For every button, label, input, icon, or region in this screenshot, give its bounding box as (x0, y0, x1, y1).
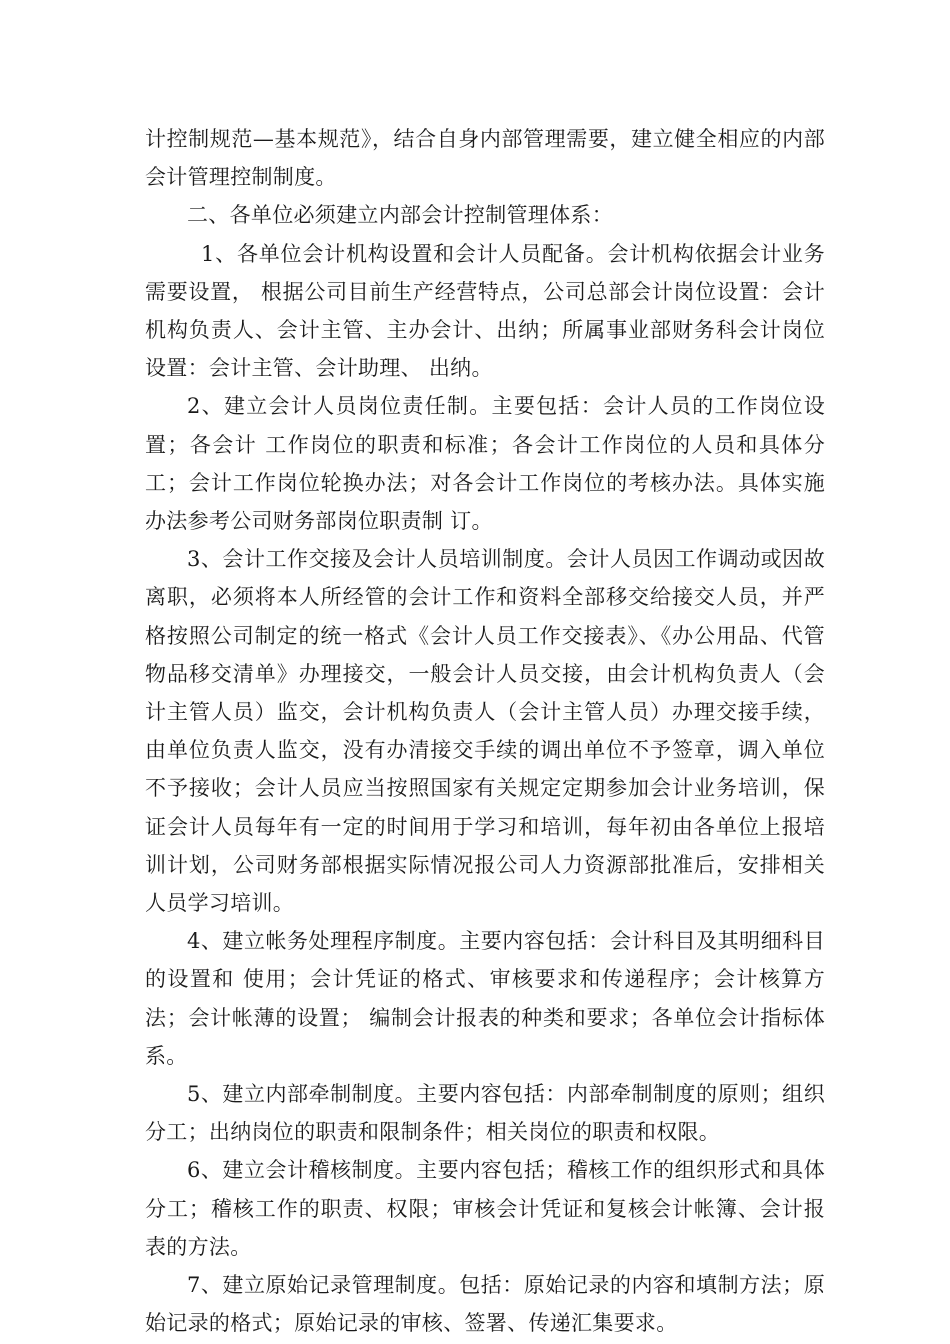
paragraph-continuation: 计控制规范—基本规范》，结合自身内部管理需要，建立健全相应的内部会计管理控制制度。 (145, 127, 825, 190)
paragraph-item-2: 2、建立会计人员岗位责任制。主要包括：会计人员的工作岗位设置；各会计 工作岗位的职责和标准；各会计工作岗位的人员和具体分工；会计工作岗位轮换办法；对各会计工作岗位的考核办法。具体实施办法参考公司财务部岗位职责制 订。 (145, 394, 825, 534)
body-text (145, 120, 825, 1343)
section-heading: 二、各单位必须建立内部会计控制管理体系： (187, 203, 613, 228)
paragraph-item-3: 3、会计工作交接及会计人员培训制度。会计人员因工作调动或因故离职，必须将本人所经管的会计工作和资料全部移交给接交人员，并严格按照公司制定的统一格式《会计人员工作交接表》、《办公用品、代管物品移交清单》办理接交，一般会计人员交接，由会计机构负责人（会计主管人员）监交，会计机构负责人（会计主管人员）办理交接手续，由单位负责人监交，没有办清接交手续的调出单位不予签章，调入单位不予接收；会计人员应当按照国家有关规定定期参加会计业务培训，保证会计人员每年有一定的时间用于学习和培训，每年初由各单位上报培训计划，公司财务部根据实际情况报公司人力资源部批准后，安排相关人员学习培训。 (145, 547, 825, 916)
paragraph-item-6: 6、建立会计稽核制度。主要内容包括；稽核工作的组织形式和具体分工；稽核工作的职责、权限；审核会计凭证和复核会计帐簿、会计报表的方法。 (145, 1158, 825, 1259)
paragraph-item-4: 4、建立帐务处理程序制度。主要内容包括：会计科目及其明细科目的设置和 使用；会计凭证的格式、审核要求和传递程序；会计核算方法；会计帐薄的设置； 编制会计报表的种类和要求；各单位会计指标体系。 (145, 929, 825, 1068)
paragraph-item-5: 5、建立内部牵制制度。主要内容包括：内部牵制制度的原则；组织分工；出纳岗位的职责和限制条件；相关岗位的职责和权限。 (145, 1082, 825, 1145)
paragraph-item-7: 7、建立原始记录管理制度。包括：原始记录的内容和填制方法；原始记录的格式；原始记录的审核、签署、传递汇集要求。 (145, 1273, 825, 1336)
paragraph-item-1: 1、各单位会计机构设置和会计人员配备。会计机构依据会计业务需要设置， 根据公司目前生产经营特点，公司总部会计岗位设置：会计机构负责人、会计主管、主办会计、出纳；所属事业部财务科会计岗位设置：会计主管、会计助理、 出纳。 (145, 241, 825, 381)
